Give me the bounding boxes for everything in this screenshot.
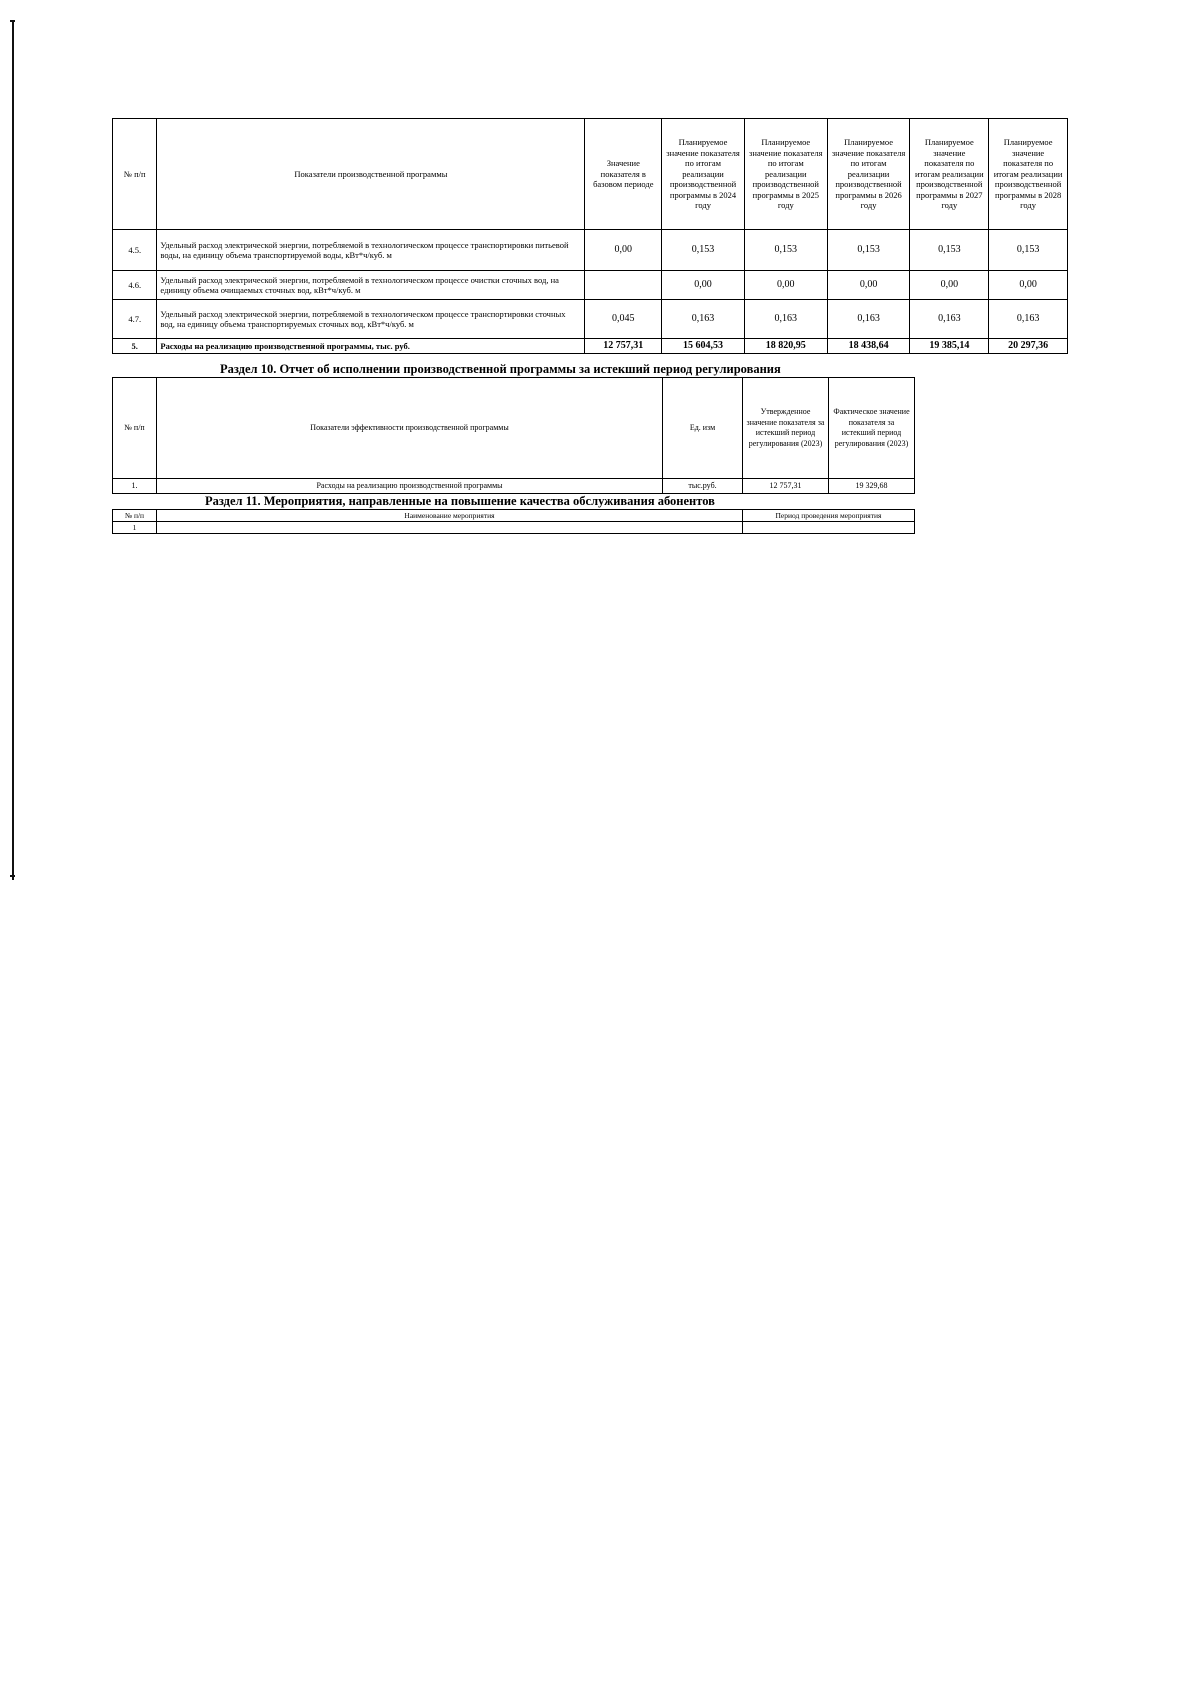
row-indicator-name: Удельный расход электрической энергии, потребляемой в технологическом процессе транспортировки сточных вод, на единицу объема транспортируемых сточных вод, кВт*ч/куб. м xyxy=(157,300,585,339)
row-value: 0,00 xyxy=(585,230,662,271)
section-10-title: Раздел 10. Отчет об исполнении производственной программы за истекший период регулирования xyxy=(220,362,781,376)
column-header-base-period: Значение показателя в базовом периоде xyxy=(585,119,662,230)
row-indicator-name: Удельный расход электрической энергии, потребляемой в технологическом процессе очистки сточных вод, на единицу объема очищаемых сточных вод, кВт*ч/куб. м xyxy=(157,271,585,300)
column-header-measure-name: Наименование мероприятия xyxy=(157,510,743,522)
row-number: 4.5. xyxy=(113,230,157,271)
row-number: 4.6. xyxy=(113,271,157,300)
scan-edge-mark xyxy=(10,20,15,22)
row-value: 0,163 xyxy=(910,300,989,339)
column-header-number: № п/п xyxy=(113,119,157,230)
table-header-row xyxy=(113,510,915,522)
column-header-measure-period: Период проведения мероприятия xyxy=(743,510,915,522)
row-value: 20 297,36 xyxy=(989,339,1068,354)
section-11-title: Раздел 11. Мероприятия, направленные на повышение качества обслуживания абонентов xyxy=(205,494,715,508)
column-header-unit: Ед. изм xyxy=(663,378,743,479)
row-approved-value: 12 757,31 xyxy=(743,479,829,494)
table-row xyxy=(113,339,1068,354)
row-value: 18 438,64 xyxy=(827,339,910,354)
row-value: 0,00 xyxy=(989,271,1068,300)
row-value: 0,153 xyxy=(744,230,827,271)
row-measure-name xyxy=(157,522,743,534)
row-value xyxy=(585,271,662,300)
row-value: 0,00 xyxy=(662,271,745,300)
table-header-row xyxy=(113,378,915,479)
row-number: 4.7. xyxy=(113,300,157,339)
row-value: 15 604,53 xyxy=(662,339,745,354)
row-indicator-name: Расходы на реализацию производственной программы xyxy=(157,479,663,494)
row-value: 0,153 xyxy=(662,230,745,271)
row-measure-period xyxy=(743,522,915,534)
column-header-plan-2025: Планируемое значение показателя по итогам реализации производственной программы в 2025 году xyxy=(744,119,827,230)
column-header-plan-2026: Планируемое значение показателя по итогам реализации производственной программы в 2026 году xyxy=(827,119,910,230)
row-value: 0,163 xyxy=(662,300,745,339)
column-header-plan-2027: Планируемое значение показателя по итогам реализации производственной программы в 2027 году xyxy=(910,119,989,230)
program-execution-report-table xyxy=(112,377,915,494)
row-value: 19 385,14 xyxy=(910,339,989,354)
row-indicator-name: Расходы на реализацию производственной программы, тыс. руб. xyxy=(157,339,585,354)
column-header-efficiency-indicator: Показатели эффективности производственной программы xyxy=(157,378,663,479)
row-value: 18 820,95 xyxy=(744,339,827,354)
column-header-number: № п/п xyxy=(113,378,157,479)
service-quality-measures-table xyxy=(112,509,915,534)
row-number: 1. xyxy=(113,479,157,494)
row-value: 0,045 xyxy=(585,300,662,339)
row-value: 0,00 xyxy=(827,271,910,300)
scan-edge-line xyxy=(12,20,14,880)
row-number: 1 xyxy=(113,522,157,534)
column-header-indicator: Показатели производственной программы xyxy=(157,119,585,230)
table-row xyxy=(113,300,1068,339)
column-header-actual-value: Фактическое значение показателя за истекший период регулирования (2023) xyxy=(829,378,915,479)
column-header-plan-2024: Планируемое значение показателя по итогам реализации производственной программы в 2024 году xyxy=(662,119,745,230)
scan-edge-mark xyxy=(10,875,15,877)
row-value: 0,153 xyxy=(910,230,989,271)
row-indicator-name: Удельный расход электрической энергии, потребляемой в технологическом процессе транспортировки питьевой воды, на единицу объема транспортируемой воды, кВт*ч/куб. м xyxy=(157,230,585,271)
row-number: 5. xyxy=(113,339,157,354)
row-value: 0,163 xyxy=(827,300,910,339)
column-header-plan-2028: Планируемое значение показателя по итогам реализации производственной программы в 2028 году xyxy=(989,119,1068,230)
row-value: 0,163 xyxy=(744,300,827,339)
production-program-indicators-table xyxy=(112,118,1068,354)
row-value: 12 757,31 xyxy=(585,339,662,354)
column-header-number: № п/п xyxy=(113,510,157,522)
row-value: 0,153 xyxy=(989,230,1068,271)
column-header-approved-value: Утвержденное значение показателя за истекший период регулирования (2023) xyxy=(743,378,829,479)
row-value: 0,00 xyxy=(744,271,827,300)
row-unit: тыс.руб. xyxy=(663,479,743,494)
table-row xyxy=(113,479,915,494)
row-value: 0,163 xyxy=(989,300,1068,339)
row-value: 0,153 xyxy=(827,230,910,271)
row-value: 0,00 xyxy=(910,271,989,300)
table-row xyxy=(113,230,1068,271)
table-header-row xyxy=(113,119,1068,230)
row-actual-value: 19 329,68 xyxy=(829,479,915,494)
table-row xyxy=(113,271,1068,300)
table-row xyxy=(113,522,915,534)
